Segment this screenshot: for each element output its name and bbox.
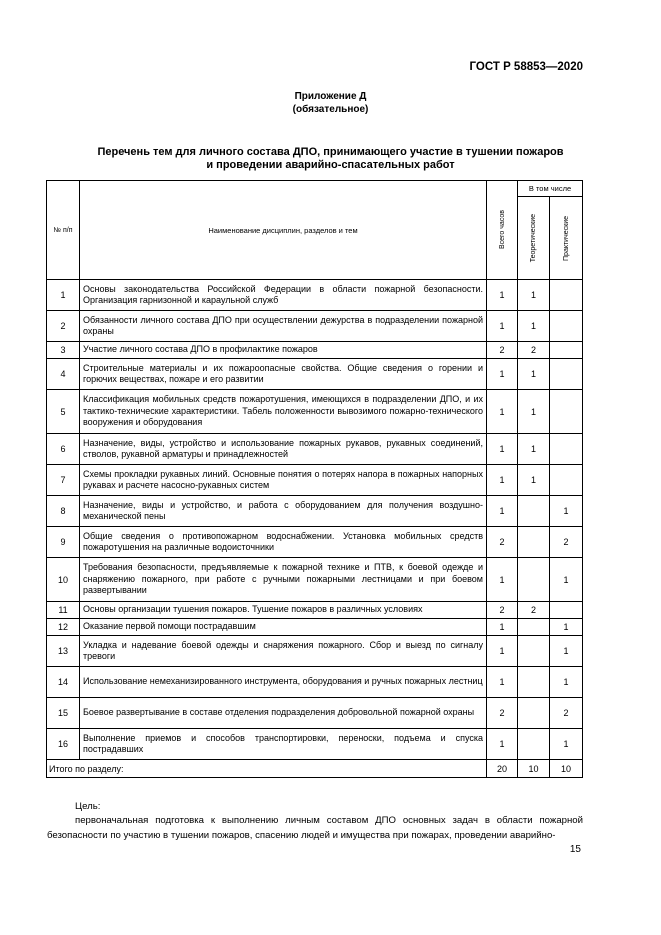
row-theory-hours: 1 — [518, 311, 550, 342]
total-hours: 20 — [487, 760, 518, 778]
row-practice-hours — [550, 390, 583, 434]
row-topic: Выполнение приемов и способов транспортировки, переноски, подъема и спуска пострадавших — [80, 729, 487, 760]
row-total-hours: 1 — [487, 390, 518, 434]
row-number: 8 — [47, 496, 80, 527]
table-row — [47, 558, 583, 602]
table-row — [47, 636, 583, 667]
goal-label: Цель: — [75, 801, 101, 812]
table-row — [47, 602, 583, 619]
table-row — [47, 359, 583, 390]
row-practice-hours — [550, 311, 583, 342]
row-topic: Общие сведения о противопожарном водоснабжении. Установка мобильных средств пожаротушения на различные водоисточники — [80, 527, 487, 558]
row-total-hours: 1 — [487, 280, 518, 311]
header-total — [487, 181, 518, 280]
table-row — [47, 698, 583, 729]
row-practice-hours: 1 — [550, 667, 583, 698]
header-theory — [518, 197, 550, 280]
table-heading-line-2: и проведении аварийно-спасательных работ — [206, 159, 455, 171]
row-total-hours: 1 — [487, 465, 518, 496]
table-heading-line-1: Перечень тем для личного состава ДПО, принимающего участие в тушении пожаров — [97, 146, 564, 158]
goal-text: первоначальная подготовка к выполнению личным составом ДПО основных задач в области пожарной безопасности по участию в тушении пожаров, спасению людей и имущества при пожарах, проведении аварийно- — [47, 815, 583, 841]
page-number: 15 — [569, 844, 581, 855]
row-number: 4 — [47, 359, 80, 390]
row-practice-hours — [550, 434, 583, 465]
row-theory-hours — [518, 527, 550, 558]
row-total-hours: 1 — [487, 496, 518, 527]
row-theory-hours — [518, 558, 550, 602]
row-number: 5 — [47, 390, 80, 434]
row-total-hours: 1 — [487, 359, 518, 390]
row-theory-hours: 1 — [518, 390, 550, 434]
row-number: 9 — [47, 527, 80, 558]
row-topic: Обязанности личного состава ДПО при осуществлении дежурства в подразделении пожарной охраны — [80, 311, 487, 342]
row-topic: Строительные материалы и их пожароопасные свойства. Общие сведения о горении и горючих веществах, пожаре и его развитии — [80, 359, 487, 390]
table-row — [47, 390, 583, 434]
row-total-hours: 1 — [487, 729, 518, 760]
row-practice-hours — [550, 465, 583, 496]
row-practice-hours — [550, 359, 583, 390]
row-total-hours: 1 — [487, 434, 518, 465]
table-row — [47, 434, 583, 465]
row-topic: Классификация мобильных средств пожаротушения, имеющихся в подразделении ДПО, и их тактико-технические характеристики. Табель положенности вывозимого пожарно-технического вооружения и оборудования — [80, 390, 487, 434]
row-theory-hours — [518, 636, 550, 667]
total-label: Итого по разделу: — [47, 760, 487, 778]
table-row — [47, 667, 583, 698]
table-row — [47, 527, 583, 558]
header-total-label: Всего часов — [498, 210, 506, 250]
row-theory-hours: 1 — [518, 359, 550, 390]
row-total-hours: 1 — [487, 558, 518, 602]
row-total-hours: 1 — [487, 667, 518, 698]
row-total-hours: 2 — [487, 342, 518, 359]
row-theory-hours: 1 — [518, 280, 550, 311]
table-row — [47, 619, 583, 636]
row-theory-hours — [518, 729, 550, 760]
row-topic: Назначение, виды, устройство и использование пожарных рукавов, рукавных соединений, стволов, рукавной арматуры и принадлежностей — [80, 434, 487, 465]
row-practice-hours — [550, 602, 583, 619]
row-practice-hours: 1 — [550, 496, 583, 527]
row-number: 3 — [47, 342, 80, 359]
header-practice — [550, 197, 583, 280]
row-theory-hours: 2 — [518, 342, 550, 359]
row-topic: Участие личного состава ДПО в профилактике пожаров — [80, 342, 487, 359]
row-practice-hours: 1 — [550, 619, 583, 636]
total-row — [47, 760, 583, 778]
header-practice-label: Практические — [562, 215, 570, 261]
row-total-hours: 1 — [487, 311, 518, 342]
row-number: 7 — [47, 465, 80, 496]
table-row — [47, 729, 583, 760]
table-row — [47, 342, 583, 359]
row-practice-hours: 2 — [550, 527, 583, 558]
header-including: В том числе — [518, 181, 583, 197]
table-row — [47, 311, 583, 342]
annex-title: Приложение Д — [294, 91, 367, 102]
total-practice: 10 — [550, 760, 583, 778]
row-theory-hours — [518, 698, 550, 729]
row-topic: Основы законодательства Российской Федерации в области пожарной безопасности. Организация гарнизонной и караульной служб — [80, 280, 487, 311]
row-total-hours: 2 — [487, 527, 518, 558]
table-row — [47, 280, 583, 311]
row-number: 15 — [47, 698, 80, 729]
row-number: 16 — [47, 729, 80, 760]
row-topic: Схемы прокладки рукавных линий. Основные понятия о потерях напора в пожарных напорных рукавах и расчете насосно-рукавных систем — [80, 465, 487, 496]
topics-table — [46, 180, 583, 778]
header-number: № п/п — [47, 181, 80, 280]
document-code: ГОСТ Р 58853—2020 — [469, 61, 583, 73]
row-practice-hours — [550, 280, 583, 311]
row-theory-hours — [518, 667, 550, 698]
row-total-hours: 2 — [487, 602, 518, 619]
row-total-hours: 1 — [487, 636, 518, 667]
row-number: 11 — [47, 602, 80, 619]
row-practice-hours: 2 — [550, 698, 583, 729]
row-number: 2 — [47, 311, 80, 342]
row-theory-hours: 1 — [518, 465, 550, 496]
row-practice-hours: 1 — [550, 729, 583, 760]
row-topic: Укладка и надевание боевой одежды и снаряжения пожарного. Сбор и выезд по сигналу тревоги — [80, 636, 487, 667]
annex-status: (обязательное) — [292, 104, 369, 115]
row-topic: Назначение, виды и устройство, и работа с оборудованием для получения воздушно-механической пены — [80, 496, 487, 527]
row-number: 12 — [47, 619, 80, 636]
row-theory-hours: 1 — [518, 434, 550, 465]
row-practice-hours: 1 — [550, 558, 583, 602]
total-theory: 10 — [518, 760, 550, 778]
row-topic: Использование немеханизированного инструмента, оборудования и ручных пожарных лестниц — [80, 667, 487, 698]
row-topic: Оказание первой помощи пострадавшим — [80, 619, 487, 636]
row-practice-hours — [550, 342, 583, 359]
row-theory-hours — [518, 496, 550, 527]
row-topic: Основы организации тушения пожаров. Тушение пожаров в различных условиях — [80, 602, 487, 619]
row-practice-hours: 1 — [550, 636, 583, 667]
row-theory-hours — [518, 619, 550, 636]
header-theory-label: Теоретические — [530, 213, 537, 263]
row-topic: Боевое развертывание в составе отделения подразделения добровольной пожарной охраны — [80, 698, 487, 729]
row-number: 1 — [47, 280, 80, 311]
row-total-hours: 2 — [487, 698, 518, 729]
row-total-hours: 1 — [487, 619, 518, 636]
row-theory-hours: 2 — [518, 602, 550, 619]
row-topic: Требования безопасности, предъявляемые к пожарной технике и ПТВ, к боевой одежде и снаряжению пожарного, при работе с ручными пожарными лестницами и при боевом развертывании — [80, 558, 487, 602]
header-name: Наименование дисциплин, разделов и тем — [80, 181, 487, 280]
row-number: 6 — [47, 434, 80, 465]
row-number: 13 — [47, 636, 80, 667]
table-row — [47, 465, 583, 496]
row-number: 10 — [47, 558, 80, 602]
row-number: 14 — [47, 667, 80, 698]
table-row — [47, 496, 583, 527]
